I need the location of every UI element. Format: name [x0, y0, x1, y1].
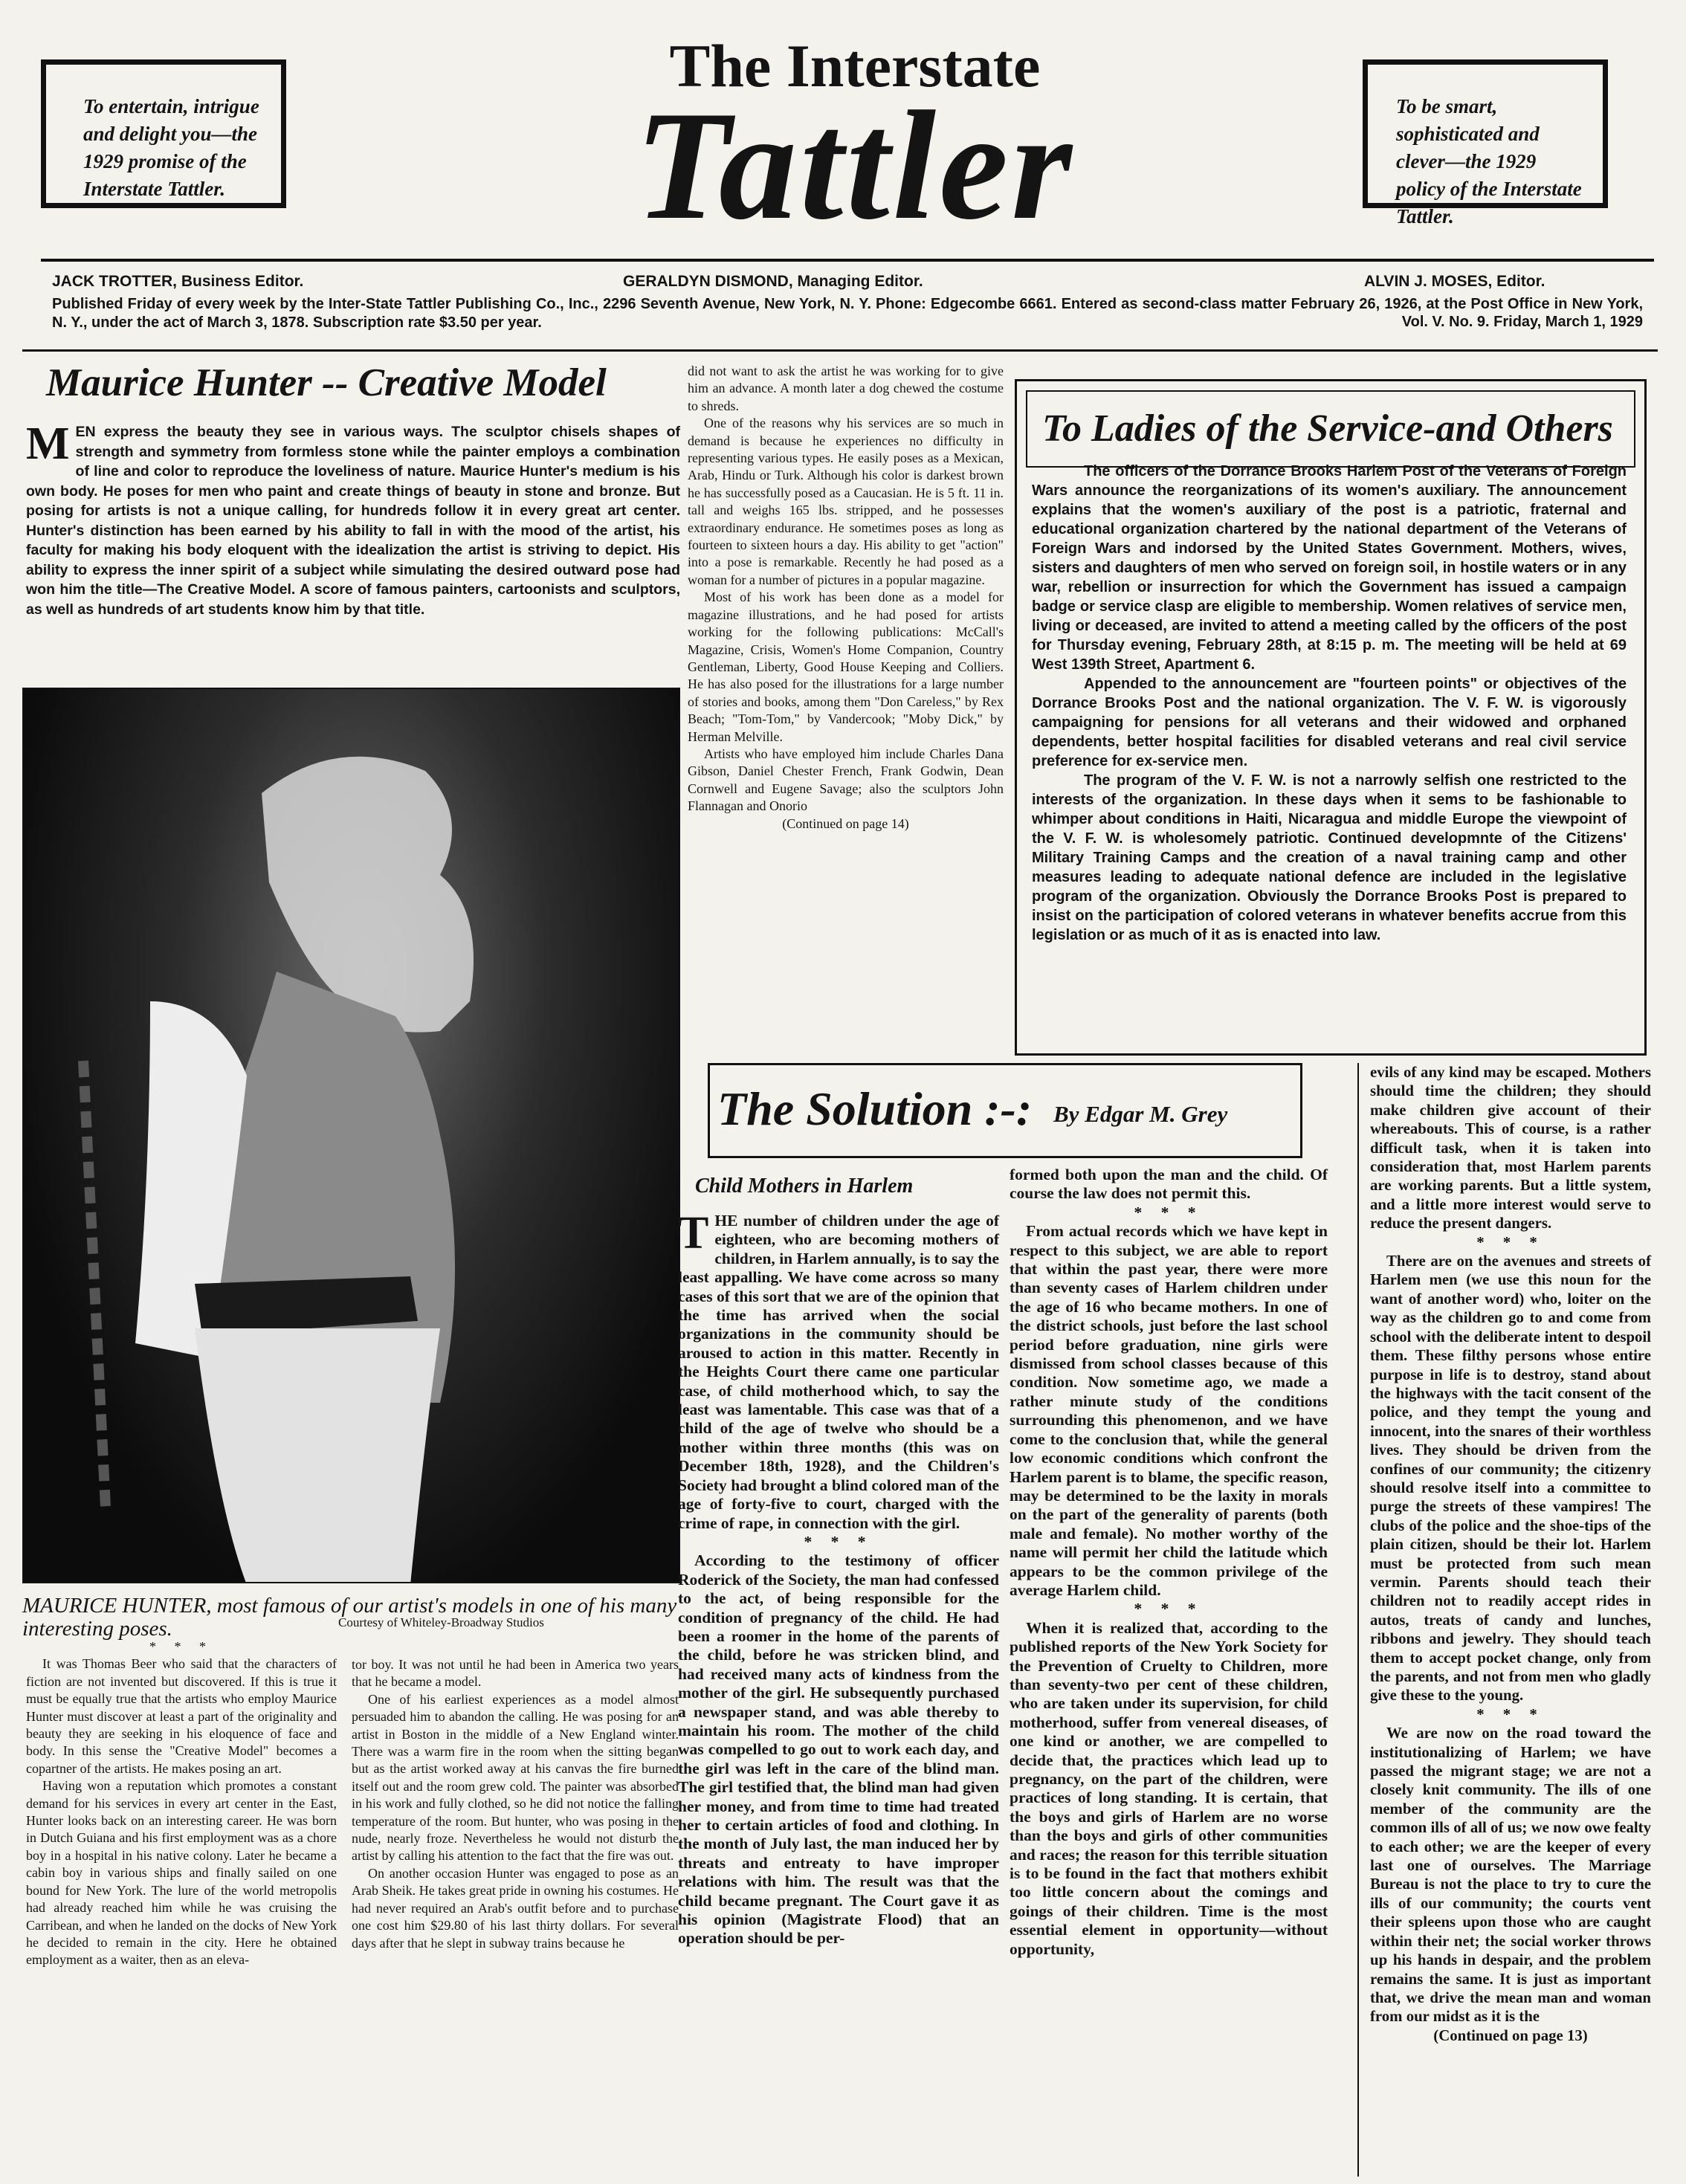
ladies-body: The officers of the Dorrance Brooks Harlem Post of the Veterans of Foreign Wars announce the reorganizations of its women's auxiliary. The announcement explains that the women's auxiliary of the post is a patriotic, fraternal and educational organization chartered by the national department of the Veterans of Foreign Wars and indorsed by the United States Government. Mothers, wives, sisters and daughters of men who served on foreign soil, in hostile waters or in any war, rebellion or insurrection for which the Government has issued a campaign badge or service clasp are eligible to membership. Women relatives of service men, living or deceased, are invited to attend a meeting called by the officers of the post for Thursday evening, February 28th, at 8:15 p. m. The meeting will be held at 69 West 139th Street, Apartment 6. Appended to the announcement are "fourteen points" or objectives of the Dorrance Brooks Post and the national organization. The V. F. W. is vigorously campaigning for pensions for all veterans and their widowed and orphaned dependents, better hospital facilities for disabled veterans and real civil service preference for ex-service men. The program of the V. F. W. is not a narrowly selfish one restricted to the interests of the organization. In these days when it sems to be fashionable to whimper about conditions in Haiti, Nicaragua and middle Europe the viewpoint of the V. F. W. is wholesomely patriotic. Continued developmnte of the Citizens' Military Training Camps and the creation of a naval training camp and other measures leading to adequate national defence are included in the legislative program of the organization. Obviously the Dorrance Brooks Post is prepared to insist on the participation of colored veterans in whatever benefits accrue from this legislation or as much of it as is enacted into law. [1032, 463, 1627, 943]
section-separator: * * * [804, 1532, 873, 1551]
promo-box-right [1363, 59, 1608, 227]
volume-info: Vol. V. No. 9. Friday, March 1, 1929 [1401, 314, 1643, 330]
column-rule [1357, 1063, 1359, 2177]
publication-info: Published Friday of every week by the Inter-State Tattler Publishing Co., Inc., 2296 Seventh Avenue, New York, N. Y. Phone: Edgecombe 6661. Entered as second-class matter February 26, 1926, at the Post Office in New York, N. Y., under the act of March 3, 1878. Subscription rate $3.50 per year. [52, 296, 1643, 331]
model-figure-icon [24, 689, 680, 1583]
solution-dropcap: T [678, 1208, 709, 1259]
section-separator: * * * [149, 1639, 213, 1654]
promo-text-left: To entertain, intrigue and delight you—the 1929 promise of the Interstate Tattler. [83, 95, 259, 200]
photo-credit: Courtesy of Whiteley-Broadway Studios [338, 1615, 544, 1629]
solution-column-3: evils of any kind may be escaped. Mothers should time the children; they should make children give account of their whereabouts. This of course, is a rather difficult task, when it is taken into consideration that, most Harlem parents are working parents. But a little system, and a little more interest would serve to reduce the present dangers. * * * There are on the avenues and streets of Harlem men (we use this noun for the want of another word) who, loiter on the way as the children go to and come from school with the deliberate intent to despoil them. These filthy persons whose entire purpose in life is to destroy, stand about the highways with the tacit consent of the police, and they tempt the young and innocent, into the snares of their worthless lives. They should be driven from the confines of our community; the citizenry should resolve itself into a committee to purge the streets of these vampires! The clubs of the police and the shoe-tips of the plain citizen, should be their lot. Harlem must be protected from such mean vermin. Parents should teach their children not to readily accept rides in autos, treats of candy and lunches, ribbons and jewelry. They should teach them to accept pocket change, only from the parents, and not from men who gladly give these to the young. * * * We are now on the road toward the institutionalizing of Harlem; we have passed the migrant stage; we are not a closely knit community. The ills of one member of the community are the common ills of all of us; we now owe fealty to each other; we are the keeper of every last one of ourselves. The Marriage Bureau is not the place to try to cure the ills of our community; the courts vent their spleens upon those who are caught within their net; the social worker throws up his hands in despair, and the problem remains the same. It is just as important that, we drive the mean man and woman from our midst as it is the (Continued on page 13) [1370, 1064, 1651, 2044]
ladies-headline: To Ladies of the Service-and Others [1042, 407, 1613, 450]
solution-headline: The Solution :-: [717, 1082, 1033, 1135]
hunter-headline: Maurice Hunter -- Creative Model [46, 361, 607, 404]
promo-box-left [41, 59, 286, 208]
maurice-hunter-photo [22, 688, 680, 1583]
header-bottom-rule [22, 349, 1658, 352]
section-separator: * * * [1476, 1233, 1545, 1251]
section-separator: * * * [1134, 1600, 1204, 1618]
section-separator: * * * [1134, 1203, 1204, 1221]
solution-subhead: Child Mothers in Harlem [695, 1175, 914, 1198]
solution-continued: (Continued on page 13) [1433, 2026, 1588, 2044]
hunter-column-3: did not want to ask the artist he was working for to give him an advance. A month later a dog chewed the costume to shreds. One of the reasons why his services are so much in demand is because he experiences no difficulty in representing various types. He easily poses as a Mexican, Arab, Hindu or Turk. Although his color is darkest brown he has successfully posed as a Caucasian. He is 5 ft. 11 in. tall and weighs 165 lbs. stripped, and he possesses extraordinary endurance. He sometimes poses as long as fourteen to sixteen hours a day. His ability to get "action" into a pose is remarkable. Recently he had posed as a woman for a number of pictures in a popular magazine. Most of his work has been done as a model for magazine illustrations, and he had posed for artists working for the following publications: McCall's Magazine, Crisis, Women's Home Companion, Country Gentleman, Liberty, Good House Keeping and Colliers. He has also posed for the illustrations for a large number of stories and books, among them "Don Careless," by Rex Beach; "Tom-Tom," by Vandercook; "Moby Dick," by Herman Melville. Artists who have employed him include Charles Dana Gibson, Daniel Chester French, Frank Godwin, Dean Cornwell and Eugene Savage; also the sculptors John Flannagan and Onorio (Continued on page 14) [688, 363, 1004, 833]
masthead-title: Tattler [635, 80, 1075, 252]
section-separator: * * * [1476, 1705, 1545, 1723]
solution-headline-box [708, 1063, 1302, 1158]
solution-column-2: formed both upon the man and the child. Of course the law does not permit this. * * * From actual records which we have kept in respect to this subject, we are able to report that within the past year, there were more than seventy cases of Harlem children under the age of 16 who became mothers. In one of the district schools, just before the last school period before graduation, nine girls were dismissed from school classes because of this condition. Now sometime ago, we made a rather minute study of the conditions surrounding this phenomenon, and we have come to the conclusion that, while the general low economic conditions which confront the Harlem parent is to blame, the specific reason, may be determined to be the laxity in morals on the part of the generality of parents (both male and female). No mother worthy of the name will permit her child the latitude which appears to be the common privilege of the average Harlem child. * * * When it is realized that, according to the published reports of the New York Society for the Prevention of Cruelty to Children, more than seventy-two per cent of these children, who are taken under its supervision, for child motherhood, suffer from venereal diseases, of one kind or another, we are compelled to decide that, the practices which lead up to pregnancy, on the part of the children, were practices of long standing. It is certain, that the boys and girls of Harlem are no worse than the boys and girls of other communities and races; the reason for this terrible situation is to be found in the fact that mothers exhibit too little concern about the comings and goings of their children. Time is the most essential element in opportunity—without opportunity, [1010, 1166, 1328, 1958]
solution-byline: By Edgar M. Grey [1053, 1101, 1228, 1127]
hunter-column-1: * * * It was Thomas Beer who said that the characters of fiction are not invented but discovered. If this is true it must be equally true that the artists who employ Maurice Hunter must discover at least a part of the originality and beauty they are seeking in his eloquence of face and body. In this sense the "Creative Model" becomes a copartner of the artists. He makes posing an art. Having won a reputation which promotes a constant demand for his services in every art center in the East, Hunter looks back on an interesting career. He was born in Dutch Guiana and his first employment was as a chore boy in a hospital in his native colony. Later he became a cabin boy in various ships and finally sailed on one bound for New York. The lure of the world metropolis had already reached him while he was cruising the Carribean, and when he landed on the docks of New York he decided to remain in the city. Here he obtained employment as a waiter, then as an eleva- [26, 1639, 337, 1968]
masthead-rule [41, 259, 1654, 262]
staff-managing: GERALDYN DISMOND, Managing Editor. [623, 273, 923, 290]
hunter-dropcap: M [26, 419, 70, 469]
solution-column-1: THE number of children under the age of eighteen, who are becoming mothers of children, in Harlem annually, is to say the least appalling. We have come across so many cases of this sort that we are of the opinion that the time has arrived when the social organizations in the community should be aroused to action in this matter. Recently in the Heights Court there came one particular case, of child motherhood which, to say the least was lamentable. This case was that of a child of the age of twelve who should be a mother within three months (this was on December 18th, 1928), and the Children's Society had brought a blind colored man of the age of forty-five to court, charged with the crime of rape, in connection with the girl. * * * According to the testimony of officer Roderick of the Society, the man had confessed to the act, of being responsible for the condition of pregnancy of the child. He had been a roomer in the home of the parents of the child, before he was stricken blind, and had received many acts of kindness from the mother of the girl. He subsequently purchased a newspaper stand, and was able thereby to maintain his room. The mother of the child was compelled to go out to work each day, and the girl was left in the care of the blind man. The girl testified that, the blind man had given her money, and from time to time had treated her to certain articles of food and clothing. In the month of July last, the man induced her by threats and entreaty to have improper relations with him. The result was that the child became pregnant. The Court gave it as his opinion (Magistrate Flood) that an operation should be per- [678, 1208, 999, 1948]
ladies-headline-box [1026, 390, 1635, 468]
masthead-title-small: The Interstate [669, 32, 1041, 100]
hunter-continued: (Continued on page 14) [782, 815, 909, 831]
ladies-article-box [1015, 379, 1647, 1056]
promo-text-right: To be smart, sophisticated and clever—the 1929 policy of the Interstate Tattler. [1396, 95, 1582, 227]
photo-caption: MAURICE HUNTER, most famous of our artist's models in one of his many interesting poses. [22, 1594, 677, 1641]
hunter-lead: MEN express the beauty they see in various ways. The sculptor chisels shapes of strength and symmetry from formless stone while the painter employs a combination of line and color to reproduce the loveliness of nature. Maurice Hunter's medium is his own body. He poses for men who paint and create things of beauty in stone and bronze. But posing for artists is not a unique calling, for hundreds follow it in every great art center. Hunter's distinction has been earned by his ability to fall in with the mood of the artist, his faculty for making his body eloquent with the idealization the artist is striving to depict. His ability to express the inner spirit of a subject while simulating the desired outward pose had won him the title—The Creative Model. A score of famous painters, cartoonists and sculptors, as well as hundreds of art students know him by that title. [26, 419, 680, 618]
staff-business: JACK TROTTER, Business Editor. [52, 273, 304, 290]
hunter-column-2: tor boy. It was not until he had been in America two years that he became a model. One of his earliest experiences as a model almost persuaded him to abandon the calling. He was posing for an artist in Boston in the middle of a New England winter. There was a warm fire in the room when the sitting began but as the artist worked away at his canvas the fire burned itself out and the room grew cold. The painter was absorbed in his work and fully clothed, so he did not notice the falling temperature of the room. But hunter, who was posing in the nude, nearly froze. Nevertheless he would not disturb the artist by calling his attention to the fact that the fire was out. On another occasion Hunter was engaged to pose as an Arab Sheik. He takes great pride in owning his costumes. He had never required an Arab's outfit before and to purchase one cost him $29.80 of his last thirty dollars. For several days after that he slept in subway trains because he [352, 1657, 679, 1951]
staff-editor: ALVIN J. MOSES, Editor. [1364, 273, 1546, 290]
